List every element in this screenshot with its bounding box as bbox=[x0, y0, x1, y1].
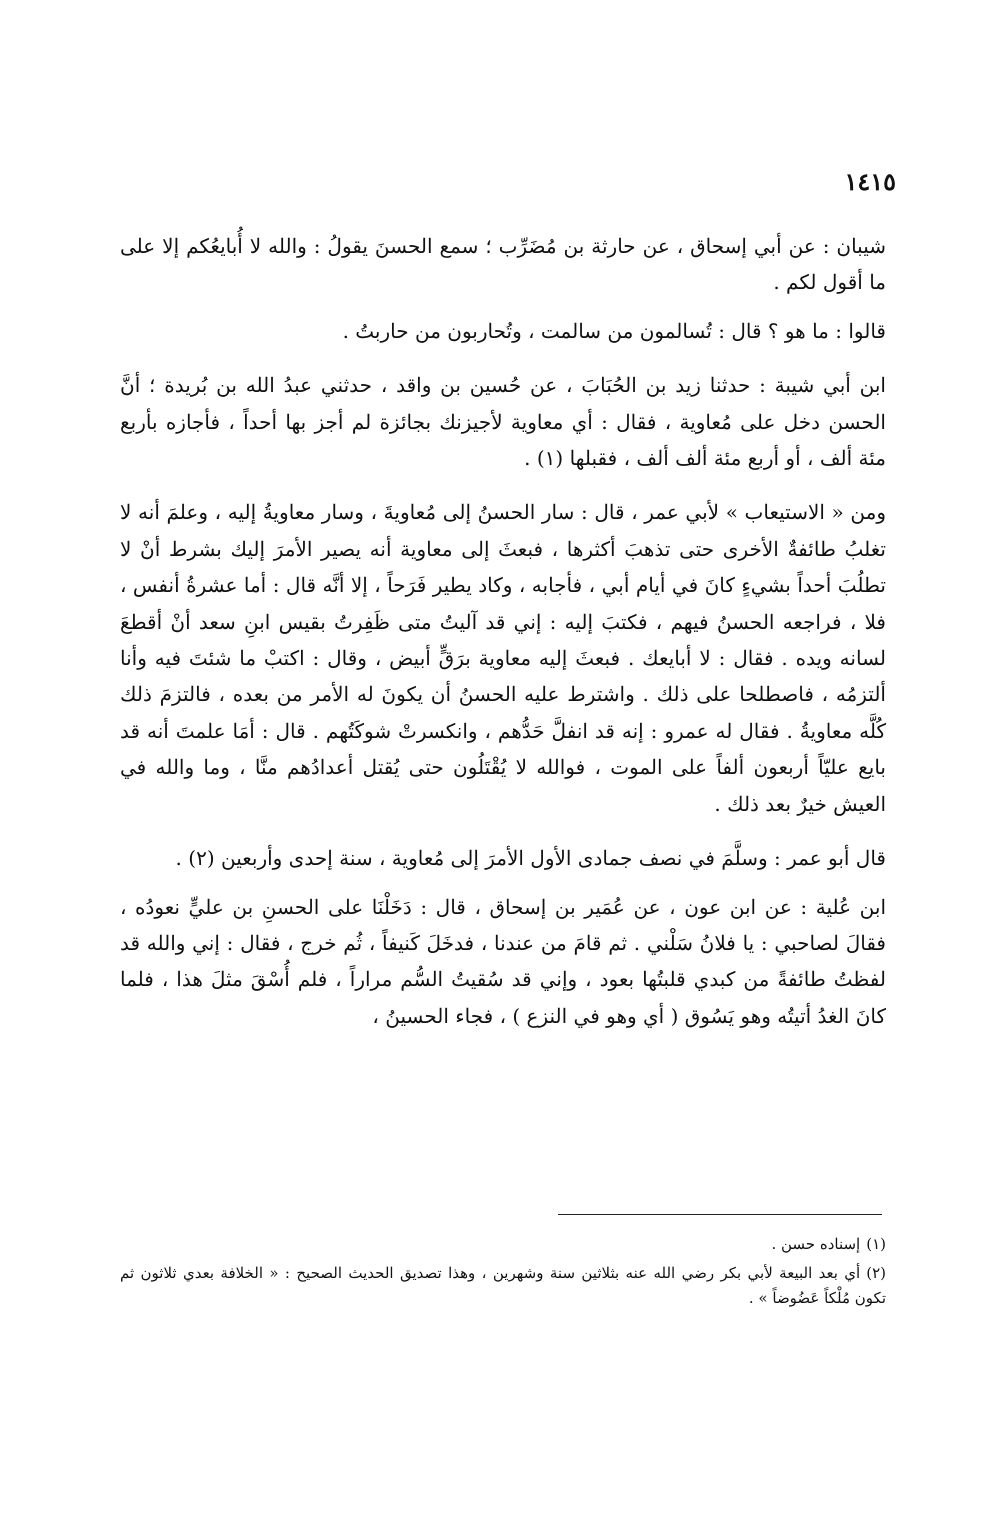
paragraph-5: قال أبو عمر : وسلَّمَ في نصف جمادى الأول الأمرَ إلى مُعاوية ، سنة إحدى وأربعين (٢) . bbox=[175, 846, 886, 871]
footnote-2-marker: (٢) bbox=[866, 1264, 886, 1282]
footnote-divider bbox=[558, 1214, 882, 1215]
footnote-1 bbox=[120, 1232, 886, 1257]
paragraph-3: ابن أبي شيبة : حدثنا زيد بن الحُبَابَ ، عن حُسين بن واقد ، حدثني عبدُ الله بن بُريدة ؛ أنَّ الحسن دخل على مُعاوية ، فقال : أي معاوية لأجيزنك بجائزة لم أجز بها أحداً ، فأجازه بأربع مئة ألف ، أو أربع مئة ألف ألف ، فقبلها (١) . bbox=[120, 373, 886, 471]
paragraph-1: شيبان : عن أبي إسحاق ، عن حارثة بن مُضَرِّب ؛ سمع الحسنَ يقولُ : والله لا أُبايعُكم إلا على ما أقول لكم . bbox=[120, 234, 887, 295]
paragraph-2: قالوا : ما هو ؟ قال : تُسالمون من سالمت ، وتُحاربون من حاربتُ . bbox=[342, 318, 886, 343]
paragraph-6: ابن عُلية : عن ابن عون ، عن عُمَير بن إسحاق ، قال : دَخَلْنَا على الحسنِ بن عليٍّ نعودُه ، فقالَ لصاحبي : يا فلانُ سَلْني . ثم قامَ من عندنا ، فدخَلَ كَنيفاً ، ثُم خرج ، فقال : إني والله قد لفظتُ طائفةً من كبدي قلبتُها بعود ، وإني قد سُقيتُ السُّم مراراً ، فلم أُسْقَ مثلَ هذا ، فلما كانَ الغدُ أتيتُه وهو يَسُوق ( أي وهو في النزع ) ، فجاء الحسينُ ، bbox=[120, 894, 886, 1028]
footnote-1-marker: (١) bbox=[866, 1235, 886, 1253]
footnote-1-text: إسناده حسن . bbox=[771, 1235, 861, 1253]
footnote-2-text: أي بعد البيعة لأبي بكر رضي الله عنه بثلاثين سنة وشهرين ، وهذا تصديق الحديث الصحيح : « الخلافة بعدي ثلاثون ثم تكون مُلْكاً عَضُوضاً » . bbox=[120, 1264, 886, 1307]
footnote-2 bbox=[120, 1261, 886, 1311]
page-number: ١٤١٥ bbox=[844, 167, 896, 196]
paragraph-4: ومن « الاستيعاب » لأبي عمر ، قال : سار الحسنُ إلى مُعاويةَ ، وسار معاويةُ إليه ، وعلمَ أنه لا تغلبُ طائفةٌ الأخرى حتى تذهبَ أكثرها ، فبعثَ إلى معاوية أنه يصير الأمرَ إليك بشرط أنْ لا تطلُبَ أحداً بشيءٍ كانَ في أيام أبي ، فأجابه ، وكاد يطير فَرَحاً ، إلا أنَّه قال : أما عشرةُ أنفس ، فلا ، فراجعه الحسنُ فيهم ، فكتبَ إليه : إني قد آليتُ متى ظَفِرتُ بقيس ابنِ سعد أنْ أقطعَ لسانه ويده . فقال : لا أبايعك . فبعثَ إليه معاوية برَقٍّ أبيض ، وقال : اكتبْ ما شئتَ فيه وأنا ألتزمُه ، فاصطلحا على ذلك . واشترط عليه الحسنُ أن يكونَ له الأمر من بعده ، فالتزمَ ذلك كُلَّه معاويةُ . فقال له عمرو : إنه قد انفلَّ حَدُّهم ، وانكسرتْ شوكَتُهم . قال : أمَا علمتَ أنه قد بايع عليّاً أربعون ألفاً على الموت ، فوالله لا يُقْتَلُون حتى يُقتل أعدادُهم منَّا ، وما والله في العيش خيرٌ بعد ذلك . bbox=[120, 500, 886, 816]
main-text bbox=[120, 228, 886, 1052]
footnotes bbox=[120, 1232, 886, 1315]
